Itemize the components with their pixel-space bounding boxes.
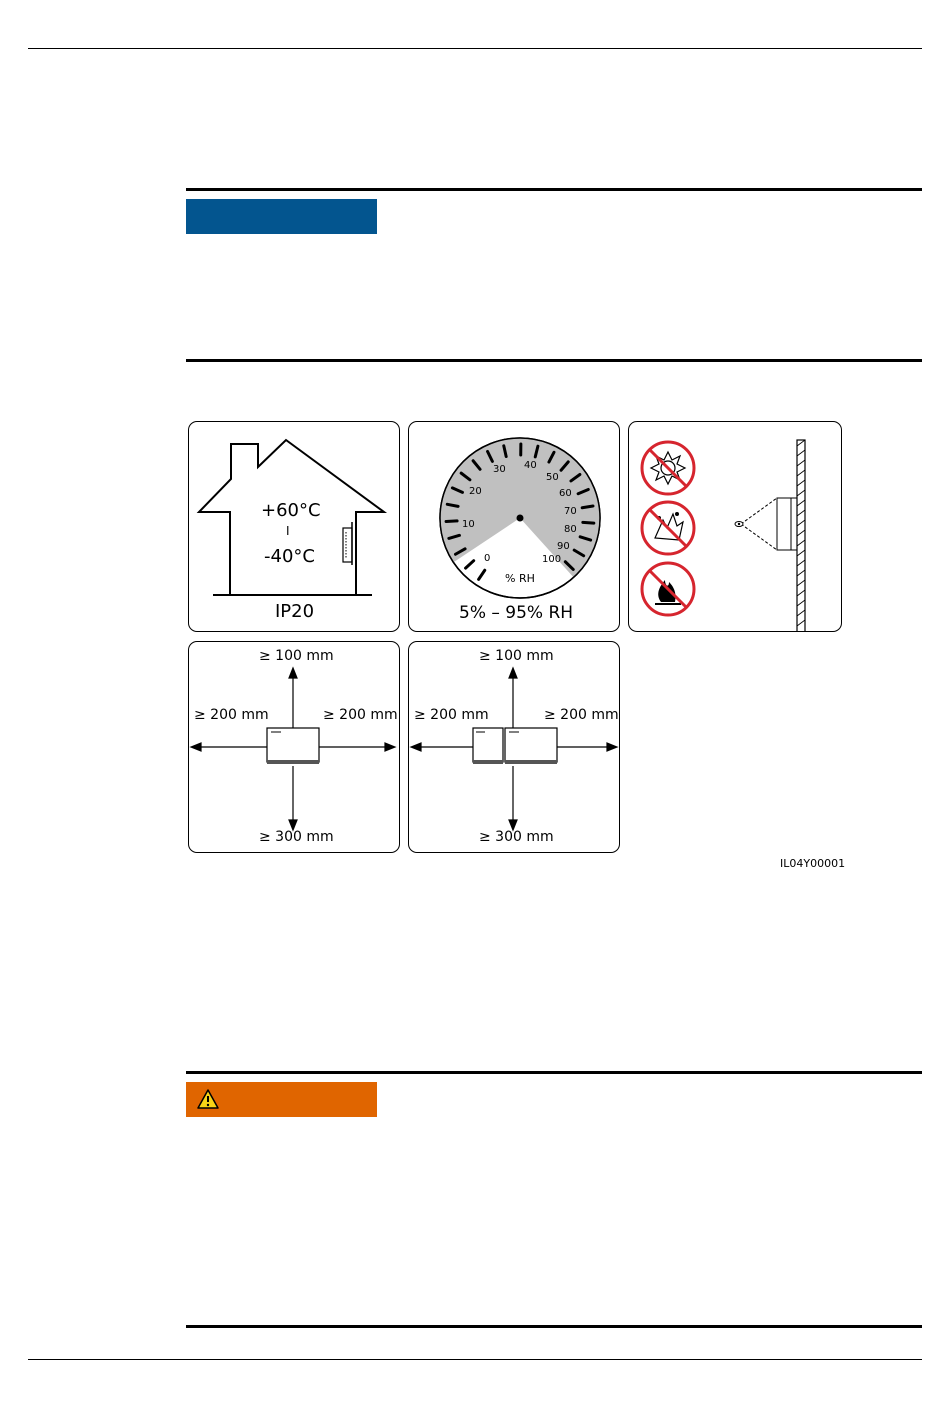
double-clearance-panel (408, 641, 620, 853)
no-direct-sunlight-icon (642, 442, 694, 494)
right-clearance: ≥ 200 mm (544, 707, 619, 723)
tick-label-0: 0 (484, 553, 491, 564)
tick-label-10: 10 (462, 519, 475, 530)
gauge-tick (447, 504, 458, 506)
min-temperature: -40°C (264, 546, 315, 567)
tick-label-60: 60 (559, 488, 572, 499)
gauge-tick (446, 521, 457, 522)
bottom-clearance: ≥ 300 mm (259, 829, 334, 845)
left-clearance: ≥ 200 mm (194, 707, 269, 723)
tick-label-40: 40 (524, 460, 537, 471)
tick-label-90: 90 (557, 541, 570, 552)
left-clearance: ≥ 200 mm (414, 707, 489, 723)
no-explosives-icon (642, 502, 694, 554)
tick-label-50: 50 (546, 472, 559, 483)
narrow-unit-icon (473, 728, 503, 764)
header-rule (28, 48, 922, 49)
max-temperature: +60°C (261, 500, 321, 521)
notice-top-rule (186, 188, 922, 191)
tick-label-30: 30 (493, 464, 506, 475)
single-clearance-panel (188, 641, 400, 853)
gauge-tick (582, 506, 593, 508)
top-clearance: ≥ 100 mm (479, 648, 554, 664)
prohibitions-panel (628, 421, 842, 632)
ip-rating: IP20 (275, 601, 315, 622)
warning-top-rule (186, 1071, 922, 1074)
notice-bottom-rule (186, 359, 922, 362)
warning-banner (186, 1082, 377, 1117)
right-clearance: ≥ 200 mm (323, 707, 398, 723)
warning-bottom-rule (186, 1325, 922, 1328)
tick-label-100: 100 (542, 554, 562, 565)
notice-banner (186, 199, 377, 234)
footer-rule (28, 1359, 922, 1360)
tick-label-20: 20 (469, 486, 482, 497)
tick-label-80: 80 (564, 524, 577, 535)
bottom-clearance: ≥ 300 mm (479, 829, 554, 845)
gauge-tick (583, 522, 594, 523)
warning-triangle-icon (196, 1088, 220, 1110)
wall-icon (797, 440, 805, 632)
temperature-panel (188, 421, 400, 632)
wall-mounted-device-icon (735, 498, 797, 550)
tick-label-70: 70 (564, 506, 577, 517)
temperature-separator: I (286, 524, 290, 538)
inverter-unit-icon (267, 728, 319, 764)
humidity-gauge (409, 422, 620, 632)
humidity-unit: % RH (505, 572, 535, 585)
no-open-flame-icon (642, 563, 694, 615)
inverter-unit-icon (505, 728, 557, 764)
humidity-panel (408, 421, 620, 632)
figure-id: IL04Y00001 (780, 857, 846, 870)
humidity-range: 5% – 95% RH (459, 603, 574, 623)
top-clearance: ≥ 100 mm (259, 648, 334, 664)
